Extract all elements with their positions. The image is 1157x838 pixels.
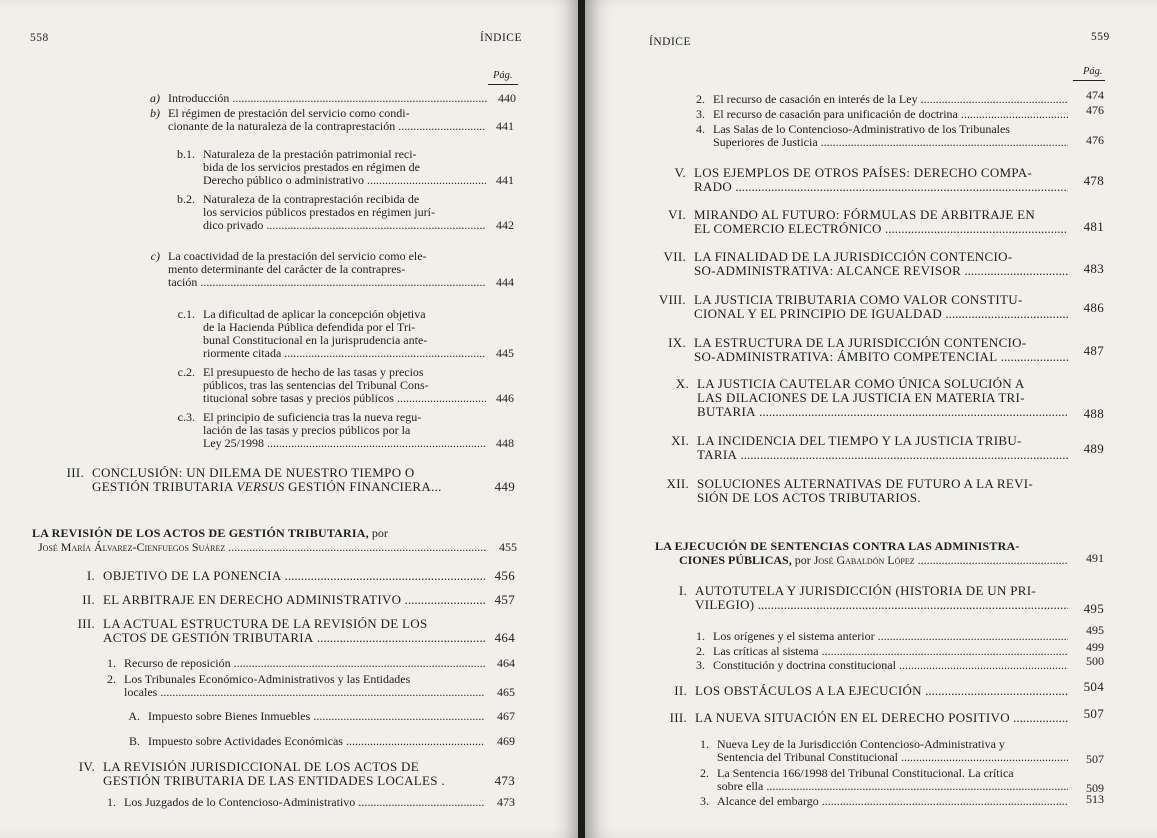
- pag-column-label: Pág.: [493, 70, 513, 81]
- toc-entry: 1. Los Juzgados de lo Contencioso-Administrativo ..... 473: [124, 796, 485, 809]
- pag-column-label: Pág.: [1083, 66, 1103, 77]
- toc-entry: 4. Las Salas de lo Contencioso-Administrativo de los Tribunales Superiores de Justicia ..... 476: [713, 123, 1068, 149]
- toc-entry: A. Impuesto sobre Bienes Inmuebles ..... 467: [148, 710, 485, 723]
- toc-entry: 3. Alcance del embargo ..... 513: [717, 795, 1068, 808]
- toc-entry-section: VIII. LA JUSTICIA TRIBUTARIA COMO VALOR CONSTITU- CIONAL Y EL PRINCIPIO DE IGUALDAD ..... 486: [694, 293, 1068, 321]
- toc-entry-section: II. EL ARBITRAJE EN DERECHO ADMINISTRATIVO ..... 457: [103, 593, 485, 607]
- toc-entry-section: I. AUTOTUTELA Y JURISDICCIÓN (HISTORIA DE UN PRI- VILEGIO) ..... 495: [695, 584, 1068, 612]
- toc-entry: c.2. El presupuesto de hecho de las tasas y precios públicos, tras las sentencias del Tribunal Cons- titucional sobre tasas y precios públicos ..... 446: [203, 366, 486, 405]
- toc-entry: 3. El recurso de casación para unificación de doctrina ..... 476: [713, 108, 1068, 121]
- toc-entry: 3. Constitución y doctrina constitucional ..... 500: [713, 659, 1068, 672]
- toc-entry: b.1. Naturaleza de la prestación patrimonial reci- bida de los servicios prestados en régimen de Derecho público o administrativo ..... 441: [203, 148, 486, 187]
- page-number: 558: [30, 32, 49, 44]
- toc-entry: 1. Nueva Ley de la Jurisdicción Contencioso-Administrativa y Sentencia del Tribunal Constitucional ..... 507: [717, 738, 1068, 764]
- toc-entry-section: XII. SOLUCIONES ALTERNATIVAS DE FUTURO A LA REVI- SIÓN DE LOS ACTOS TRIBUTARIOS.: [666, 476, 1034, 505]
- right-page: [585, 0, 1157, 838]
- toc-entry: B. Impuesto sobre Actividades Económicas ..... 469: [148, 735, 485, 748]
- toc-entry-section: III. LA NUEVA SITUACIÓN EN EL DERECHO POSITIVO ..... 507: [695, 711, 1068, 725]
- pag-rule: [1073, 80, 1105, 81]
- toc-entry-section: III. CONCLUSIÓN: UN DILEMA DE NUESTRO TIEMPO O GESTIÓN TRIBUTARIA VERSUS GESTIÓN FINANCIERA... 449: [66, 465, 515, 494]
- toc-entry: b) El régimen de prestación del servicio como condi- cionante de la naturaleza de la contraprestación ..... 441: [168, 107, 486, 133]
- running-head: ÍNDICE: [480, 32, 522, 44]
- toc-entry: 2. Las críticas al sistema ..... 499: [713, 645, 1068, 658]
- toc-entry: a) Introducción ..... 440: [168, 92, 488, 105]
- toc-entry-section: V. LOS EJEMPLOS DE OTROS PAÍSES: DERECHO COMPA- RADO ..... 478: [694, 166, 1068, 194]
- toc-entry: 1. Los orígenes y el sistema anterior ..... 495: [713, 630, 1068, 643]
- toc-entry: c.3. El principio de suficiencia tras la nueva regu- lación de las tasas y precios públicos por la Ley 25/1998 ..... 448: [203, 411, 486, 450]
- toc-entry-section: III. LA ACTUAL ESTRUCTURA DE LA REVISIÓN DE LOS ACTOS DE GESTIÓN TRIBUTARIA ..... 464: [103, 617, 485, 645]
- article-heading: LA REVISIÓN DE LOS ACTOS DE GESTIÓN TRIBUTARIA, por José María Álvarez-Cienfuegos Suárez ..... 455: [32, 527, 487, 554]
- page-number: 559: [1091, 31, 1110, 43]
- toc-entry-section: I. OBJETIVO DE LA PONENCIA ..... 456: [103, 569, 485, 583]
- toc-entry-section: VI. MIRANDO AL FUTURO: FÓRMULAS DE ARBITRAJE EN EL COMERCIO ELECTRÓNICO ..... 481: [694, 208, 1068, 236]
- toc-entry: b.2. Naturaleza de la contraprestación recibida de los servicios públicos prestados en régimen jurí- dico privado ..... 442: [203, 193, 486, 232]
- toc-entry-section: IX. LA ESTRUCTURA DE LA JURISDICCIÓN CONTENCIO- SO-ADMINISTRATIVA: ÁMBITO COMPETENCIAL ..... 487: [694, 336, 1068, 364]
- toc-entry: 2. La Sentencia 166/1998 del Tribunal Constitucional. La crítica sobre ella ..... 509: [717, 767, 1068, 793]
- toc-entry: 1. Recurso de reposición ..... 464: [124, 657, 485, 670]
- toc-entry: c) La coactividad de la prestación del servicio como ele- mento determinante del carácter de la contrapres- tación ..... 444: [168, 250, 486, 289]
- toc-entry-section: VII. LA FINALIDAD DE LA JURISDICCIÓN CONTENCIO- SO-ADMINISTRATIVA: ALCANCE REVISOR ..... 483: [694, 250, 1068, 278]
- toc-entry-section: II. LOS OBSTÁCULOS A LA EJECUCIÓN ..... 504: [695, 684, 1068, 698]
- pag-rule: [488, 84, 518, 85]
- toc-entry-section: XI. LA INCIDENCIA DEL TIEMPO Y LA JUSTICIA TRIBU- TARIA ..... 489: [697, 434, 1068, 462]
- toc-entry-section: X. LA JUSTICIA CAUTELAR COMO ÚNICA SOLUCIÓN A LAS DILACIONES DE LA JUSTICIA EN MATERIA TRI- BUTARIA ..... 488: [697, 377, 1068, 419]
- toc-entry: 2. Los Tribunales Económico-Administrativos y las Entidades locales ..... 465: [124, 673, 485, 699]
- article-heading: LA EJECUCIÓN DE SENTENCIAS CONTRA LAS ADMINISTRA- CIONES PÚBLICAS, por José Gabaldón López ..... 491: [655, 540, 1068, 567]
- running-head: ÍNDICE: [649, 36, 691, 48]
- toc-entry: 2. El recurso de casación en interés de la Ley ..... 474: [713, 93, 1068, 106]
- toc-entry-section: IV. LA REVISIÓN JURISDICCIONAL DE LOS ACTOS DE GESTIÓN TRIBUTARIA DE LAS ENTIDADES LOCALES . 473: [78, 759, 515, 788]
- toc-entry: c.1. La dificultad de aplicar la concepción objetiva de la Hacienda Pública defendida por el Tri- bunal Constitucional en la jurisprudencia ante- riormente citada ..... 445: [203, 308, 486, 360]
